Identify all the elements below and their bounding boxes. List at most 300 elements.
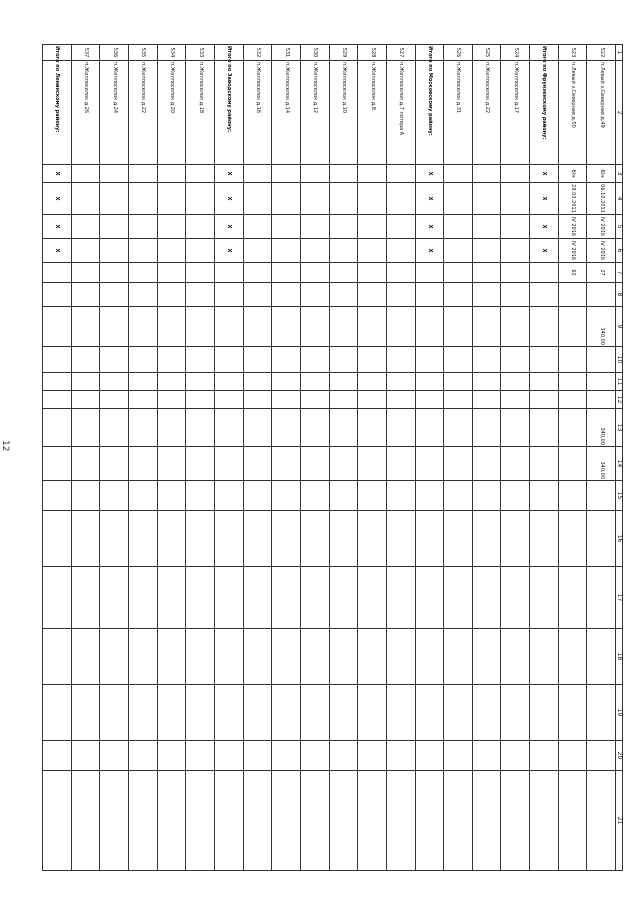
table-cell-col-21 [501,771,530,871]
table-cell-col-10 [186,347,215,373]
table-cell-col-17 [558,567,587,629]
table-cell-col-2: п.Жилпоселок д.7 литера А [386,61,415,165]
table-cell-col-6 [129,239,158,263]
table-cell-col-21 [386,771,415,871]
table-cell-col-3: X [530,165,559,183]
table-cell-col-19 [386,685,415,741]
table-cell-col-11 [157,373,186,391]
table-cell-col-16 [272,511,301,567]
table-cell-col-3 [100,165,129,183]
table-cell-col-18 [71,629,100,685]
table-cell-col-12 [300,391,329,409]
table-cell-col-15 [558,481,587,511]
table-cell-col-3: X [215,165,244,183]
table-cell-col-4 [444,183,473,215]
table-cell-col-4: 29.03.2011 [558,183,587,215]
table-cell-col-14 [501,447,530,481]
table-cell-col-19 [300,685,329,741]
table-cell-col-13 [501,409,530,447]
table-cell-col-17 [215,567,244,629]
table-cell-col-19 [157,685,186,741]
column-number-18: 18 [616,629,623,685]
table-cell-col-3: X [43,165,72,183]
table-cell-col-12 [215,391,244,409]
table-cell-col-3: б/н [558,165,587,183]
table-cell-col-10 [272,347,301,373]
table-cell-col-21 [329,771,358,871]
column-number-5: 5 [616,215,623,239]
table-cell-col-15 [444,481,473,511]
table-cell-col-16 [386,511,415,567]
table-cell-col-10 [71,347,100,373]
table-cell-col-13 [100,409,129,447]
table-cell-col-8 [186,283,215,307]
table-cell-col-18 [358,629,387,685]
table-cell-col-18 [415,629,444,685]
table-cell-col-14 [272,447,301,481]
table-cell-col-1: 526 [444,45,473,61]
table-cell-col-1: 534 [157,45,186,61]
table-cell-col-9 [100,307,129,347]
table-cell-col-20 [558,741,587,771]
table-cell-col-3 [444,165,473,183]
table-cell-col-16 [501,511,530,567]
table-cell-col-16 [558,511,587,567]
table-cell-col-10 [157,347,186,373]
table-cell-col-17 [587,567,616,629]
table-cell-col-20 [300,741,329,771]
table-cell-col-15 [100,481,129,511]
table-cell-col-7 [501,263,530,283]
table-cell-col-13 [215,409,244,447]
table-cell-col-10 [243,347,272,373]
table-cell-col-9 [243,307,272,347]
table-cell-col-9 [358,307,387,347]
table-cell-col-21 [186,771,215,871]
table-cell-col-6 [386,239,415,263]
table-cell-col-7 [157,263,186,283]
table-cell-col-6 [300,239,329,263]
table-cell-col-18 [272,629,301,685]
table-cell-col-14: 340,00 [587,447,616,481]
table-cell-col-6 [100,239,129,263]
table-cell-col-11 [530,373,559,391]
table-cell-col-20 [157,741,186,771]
district-total-row [215,45,244,871]
table-cell-col-6 [186,239,215,263]
table-cell-col-15 [358,481,387,511]
table-cell-col-21 [215,771,244,871]
table-cell-col-8 [444,283,473,307]
table-cell-col-19 [243,685,272,741]
table-cell-col-3: б/н [587,165,616,183]
table-cell-col-9 [272,307,301,347]
table-cell-col-9: 340,00 [587,307,616,347]
table-cell-col-7 [415,263,444,283]
table-cell-col-14 [415,447,444,481]
table-cell-col-13: 340,00 [587,409,616,447]
table-cell-col-6: IV 2016 [558,239,587,263]
table-cell-col-19 [100,685,129,741]
table-cell-col-8 [329,283,358,307]
table-cell-col-9 [43,307,72,347]
table-cell-col-10 [530,347,559,373]
table-cell-col-9 [501,307,530,347]
table-cell-col-3 [186,165,215,183]
table-cell-col-21 [472,771,501,871]
table-row [129,45,158,871]
column-number-header-row [616,45,623,871]
table-cell-col-20 [472,741,501,771]
table-cell-col-18 [129,629,158,685]
table-cell-col-4 [100,183,129,215]
table-cell-col-12 [129,391,158,409]
column-number-20: 20 [616,741,623,771]
table-cell-col-16 [243,511,272,567]
table-cell-col-14 [530,447,559,481]
table-cell-col-5 [300,215,329,239]
table-cell-col-2: п.Жилпоселок д.17 [501,61,530,165]
table-cell-col-21 [272,771,301,871]
table-cell-col-1: Итого по Фрунзенскому району: [530,45,559,61]
table-cell-col-1: 528 [358,45,387,61]
table-cell-col-5: X [215,215,244,239]
table-cell-col-12 [501,391,530,409]
table-cell-col-19 [129,685,158,741]
table-cell-col-8 [157,283,186,307]
table-cell-col-15 [329,481,358,511]
table-cell-col-4: X [530,183,559,215]
table-cell-col-8 [530,283,559,307]
table-cell-col-11 [272,373,301,391]
table-cell-col-17 [415,567,444,629]
table-cell-col-12 [415,391,444,409]
rotated-table-sheet [42,44,623,870]
table-cell-col-13 [472,409,501,447]
table-cell-col-8 [558,283,587,307]
table-cell-col-17 [43,567,72,629]
table-cell-col-14 [243,447,272,481]
table-cell-col-19 [530,685,559,741]
table-body [43,45,616,871]
table-cell-col-16 [530,511,559,567]
table-cell-col-1: 524 [501,45,530,61]
table-cell-col-18 [386,629,415,685]
table-cell-col-4 [243,183,272,215]
table-cell-col-12 [472,391,501,409]
table-cell-col-20 [186,741,215,771]
column-number-10: 10 [616,347,623,373]
table-cell-col-11 [587,373,616,391]
table-cell-col-17 [501,567,530,629]
table-row [501,45,530,871]
table-cell-col-2: п.Жилпоселок д.22 [129,61,158,165]
table-cell-col-9 [215,307,244,347]
table-cell-col-9 [71,307,100,347]
table-cell-col-7 [358,263,387,283]
table-cell-col-14 [129,447,158,481]
table-row [386,45,415,871]
table-row [272,45,301,871]
table-cell-col-9 [329,307,358,347]
table-cell-col-6 [444,239,473,263]
table-cell-col-13 [415,409,444,447]
table-cell-col-3 [272,165,301,183]
table-cell-col-3 [501,165,530,183]
table-cell-col-17 [243,567,272,629]
table-cell-col-6: X [43,239,72,263]
table-cell-col-4 [501,183,530,215]
table-cell-col-18 [444,629,473,685]
table-cell-col-19 [215,685,244,741]
table-cell-col-10 [129,347,158,373]
table-cell-col-5 [243,215,272,239]
table-cell-col-19 [587,685,616,741]
table-cell-col-16 [215,511,244,567]
table-cell-col-6 [329,239,358,263]
table-cell-col-18 [329,629,358,685]
table-cell-col-17 [472,567,501,629]
table-cell-col-17 [444,567,473,629]
table-cell-col-12 [329,391,358,409]
table-cell-col-10 [415,347,444,373]
table-cell-col-2: п.Жилпоселок д.31 [444,61,473,165]
table-cell-col-15 [186,481,215,511]
table-cell-col-14 [444,447,473,481]
table-cell-col-11 [186,373,215,391]
table-row [444,45,473,871]
table-row [300,45,329,871]
column-number-11: 11 [616,373,623,391]
table-cell-col-3 [129,165,158,183]
table-cell-col-16 [587,511,616,567]
table-cell-col-13 [71,409,100,447]
table-row [558,45,587,871]
table-cell-col-16 [444,511,473,567]
table-cell-col-19 [558,685,587,741]
table-cell-col-1: Итого по Заводскому району: [215,45,244,61]
table-cell-col-7 [472,263,501,283]
table-cell-col-7: 27 [587,263,616,283]
table-cell-col-15 [530,481,559,511]
table-cell-col-7 [530,263,559,283]
table-cell-col-2: п.Левый з.Северная д.50 [558,61,587,165]
table-cell-col-12 [386,391,415,409]
table-cell-col-17 [100,567,129,629]
table-cell-col-21 [587,771,616,871]
table-cell-col-4: X [215,183,244,215]
table-cell-col-14 [43,447,72,481]
table-cell-col-5: IV 2016 [558,215,587,239]
table-cell-col-1: 529 [329,45,358,61]
data-table [42,44,623,871]
table-cell-col-1: 532 [243,45,272,61]
table-cell-col-9 [186,307,215,347]
table-cell-col-1: Итого по Ленинскому району: [43,45,72,61]
table-cell-col-9 [300,307,329,347]
table-cell-col-14 [386,447,415,481]
table-cell-col-7 [186,263,215,283]
table-cell-col-18 [186,629,215,685]
table-cell-col-2: п.Жилпоселок д.22 [472,61,501,165]
table-cell-col-20 [100,741,129,771]
table-cell-col-20 [444,741,473,771]
table-cell-col-18 [530,629,559,685]
table-cell-col-8 [415,283,444,307]
table-cell-col-3 [300,165,329,183]
table-cell-col-11 [415,373,444,391]
table-cell-col-16 [358,511,387,567]
table-cell-col-5 [100,215,129,239]
table-cell-col-7 [386,263,415,283]
table-cell-col-3 [386,165,415,183]
table-row [186,45,215,871]
table-cell-col-5 [272,215,301,239]
table-cell-col-3 [472,165,501,183]
table-cell-col-6 [243,239,272,263]
table-cell-col-16 [100,511,129,567]
table-cell-col-6: X [215,239,244,263]
table-cell-col-4 [129,183,158,215]
table-cell-col-18 [501,629,530,685]
column-number-17: 17 [616,567,623,629]
table-cell-col-5 [186,215,215,239]
table-cell-col-1: 525 [472,45,501,61]
table-cell-col-5 [329,215,358,239]
table-cell-col-16 [415,511,444,567]
table-cell-col-8 [243,283,272,307]
table-cell-col-21 [415,771,444,871]
table-cell-col-8 [300,283,329,307]
table-cell-col-4 [386,183,415,215]
table-cell-col-11 [243,373,272,391]
table-row [358,45,387,871]
column-number-9: 9 [616,307,623,347]
table-cell-col-5 [472,215,501,239]
table-cell-col-6: X [530,239,559,263]
table-cell-col-16 [129,511,158,567]
table-cell-col-1: 537 [71,45,100,61]
table-cell-col-18 [587,629,616,685]
table-cell-col-20 [501,741,530,771]
table-cell-col-13 [300,409,329,447]
table-cell-col-5 [444,215,473,239]
table-cell-col-8 [100,283,129,307]
table-cell-col-4: 06.10.2011 [587,183,616,215]
table-cell-col-8 [501,283,530,307]
table-cell-col-1: 522 [587,45,616,61]
table-cell-col-13 [243,409,272,447]
table-cell-col-12 [243,391,272,409]
table-cell-col-7 [300,263,329,283]
table-cell-col-21 [100,771,129,871]
table-cell-col-14 [215,447,244,481]
table-cell-col-14 [300,447,329,481]
table-cell-col-9 [129,307,158,347]
table-cell-col-15 [157,481,186,511]
table-row [71,45,100,871]
table-cell-col-4 [272,183,301,215]
table-cell-col-2: п.Жилпоселок д.20 [157,61,186,165]
table-cell-col-6: IV 2016 [587,239,616,263]
table-cell-col-17 [530,567,559,629]
table-cell-col-1: 533 [186,45,215,61]
table-cell-col-20 [358,741,387,771]
table-cell-col-8 [129,283,158,307]
table-cell-col-10 [358,347,387,373]
table-cell-col-1: 531 [272,45,301,61]
table-cell-col-2: п.Левый з.Северная д.49 [587,61,616,165]
table-cell-col-5 [157,215,186,239]
table-cell-col-4 [329,183,358,215]
table-cell-col-15 [300,481,329,511]
table-cell-col-8 [215,283,244,307]
table-cell-col-11 [358,373,387,391]
table-cell-col-5: IV 2016 [587,215,616,239]
table-cell-col-18 [43,629,72,685]
table-cell-col-21 [300,771,329,871]
table-cell-col-21 [43,771,72,871]
table-cell-col-14 [329,447,358,481]
table-cell-col-20 [43,741,72,771]
table-cell-col-12 [71,391,100,409]
table-cell-col-12 [444,391,473,409]
table-cell-col-2: п.Жилпоселок д.16 [243,61,272,165]
table-cell-col-4 [71,183,100,215]
table-cell-col-19 [444,685,473,741]
table-cell-col-17 [386,567,415,629]
table-cell-col-18 [157,629,186,685]
table-row [329,45,358,871]
table-cell-col-2: п.Жилпоселок д.26 [71,61,100,165]
table-cell-col-4 [157,183,186,215]
column-number-3: 3 [616,165,623,183]
table-cell-col-21 [157,771,186,871]
table-cell-col-15 [587,481,616,511]
table-cell-col-18 [472,629,501,685]
table-cell-col-16 [71,511,100,567]
table-cell-col-14 [358,447,387,481]
table-cell-col-6 [272,239,301,263]
table-cell-col-16 [472,511,501,567]
table-cell-col-10 [300,347,329,373]
table-cell-col-3 [71,165,100,183]
table-cell-col-1: 523 [558,45,587,61]
table-cell-col-13 [186,409,215,447]
table-row [100,45,129,871]
table-cell-col-14 [157,447,186,481]
table-cell-col-20 [530,741,559,771]
table-cell-col-12 [186,391,215,409]
table-cell-col-19 [472,685,501,741]
table-cell-col-12 [272,391,301,409]
table-cell-col-7 [129,263,158,283]
table-cell-col-16 [329,511,358,567]
table-cell-col-1: 536 [100,45,129,61]
table-cell-col-17 [129,567,158,629]
table-cell-col-21 [558,771,587,871]
table-cell-col-8 [386,283,415,307]
table-cell-col-12 [43,391,72,409]
table-cell-col-18 [100,629,129,685]
table-cell-col-9 [415,307,444,347]
table-row [472,45,501,871]
table-cell-col-14 [186,447,215,481]
table-cell-col-18 [243,629,272,685]
table-cell-col-21 [129,771,158,871]
table-cell-col-7 [71,263,100,283]
table-cell-col-16 [43,511,72,567]
